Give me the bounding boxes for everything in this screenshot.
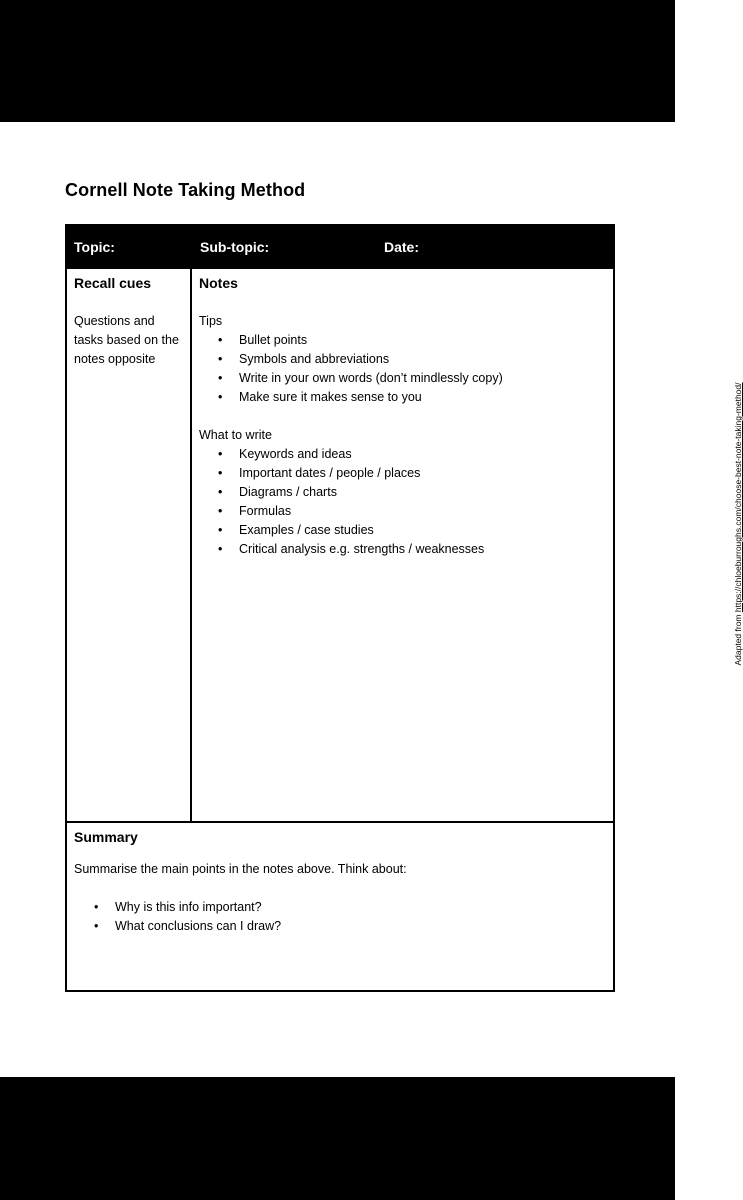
list-item: • What conclusions can I draw? — [74, 917, 594, 936]
list-item: • Why is this info important? — [74, 898, 594, 917]
bullet-icon: • — [218, 371, 223, 385]
list-item: • Write in your own words (don’t mindlessly copy) — [199, 369, 599, 388]
bullet-icon: • — [94, 919, 99, 933]
list-item: • Make sure it makes sense to you — [199, 388, 599, 407]
date-label: Date: — [384, 239, 420, 255]
source-link[interactable]: https://chloeburroughs.com/choose-best-note-taking-method/ — [733, 382, 743, 613]
list-item: • Examples / case studies — [199, 521, 599, 540]
recall-cues-heading: Recall cues — [74, 275, 152, 291]
notes-body — [199, 312, 599, 559]
what-to-write-list — [199, 445, 599, 559]
document-title: Cornell Note Taking Method — [65, 180, 306, 200]
cornell-notes-sheet — [65, 224, 743, 992]
summary-heading: Summary — [74, 829, 138, 845]
subtopic-label: Sub-topic: — [200, 239, 270, 255]
recall-cues-column — [67, 269, 192, 821]
bottom-letterbox-bar — [0, 1077, 675, 1200]
notes-column — [192, 269, 743, 821]
bullet-icon: • — [218, 447, 223, 461]
bullet-icon: • — [218, 333, 223, 347]
list-item: • Bullet points — [199, 331, 599, 350]
list-item: • Symbols and abbreviations — [199, 350, 599, 369]
bullet-icon: • — [218, 352, 223, 366]
tips-list — [199, 331, 599, 407]
bullet-icon: • — [218, 485, 223, 499]
recall-cues-text: Questions and tasks based on the notes opposite — [74, 314, 179, 366]
list-item: • Important dates / people / places — [199, 464, 599, 483]
list-item: • Formulas — [199, 502, 599, 521]
list-item: • Diagrams / charts — [199, 483, 599, 502]
bullet-icon: • — [218, 504, 223, 518]
tips-label: Tips — [199, 314, 223, 328]
list-item: • Keywords and ideas — [199, 445, 599, 464]
summary-body — [74, 860, 594, 936]
notes-heading: Notes — [199, 275, 238, 291]
bullet-icon: • — [94, 900, 99, 914]
what-to-write-label: What to write — [199, 428, 272, 442]
list-item: • Critical analysis e.g. strengths / weaknesses — [199, 540, 599, 559]
bullet-icon: • — [218, 466, 223, 480]
summary-section — [67, 821, 613, 992]
bullet-icon: • — [218, 542, 223, 556]
header-row — [67, 226, 613, 269]
top-letterbox-bar — [0, 0, 675, 122]
summary-list — [74, 898, 594, 936]
bullet-icon: • — [218, 523, 223, 537]
source-credit: Adapted from https://chloeburroughs.com/choose-best-note-taking-method/ — [733, 382, 743, 666]
bullet-icon: • — [218, 390, 223, 404]
topic-label: Topic: — [74, 239, 115, 255]
summary-text: Summarise the main points in the notes above. Think about: — [74, 862, 407, 876]
